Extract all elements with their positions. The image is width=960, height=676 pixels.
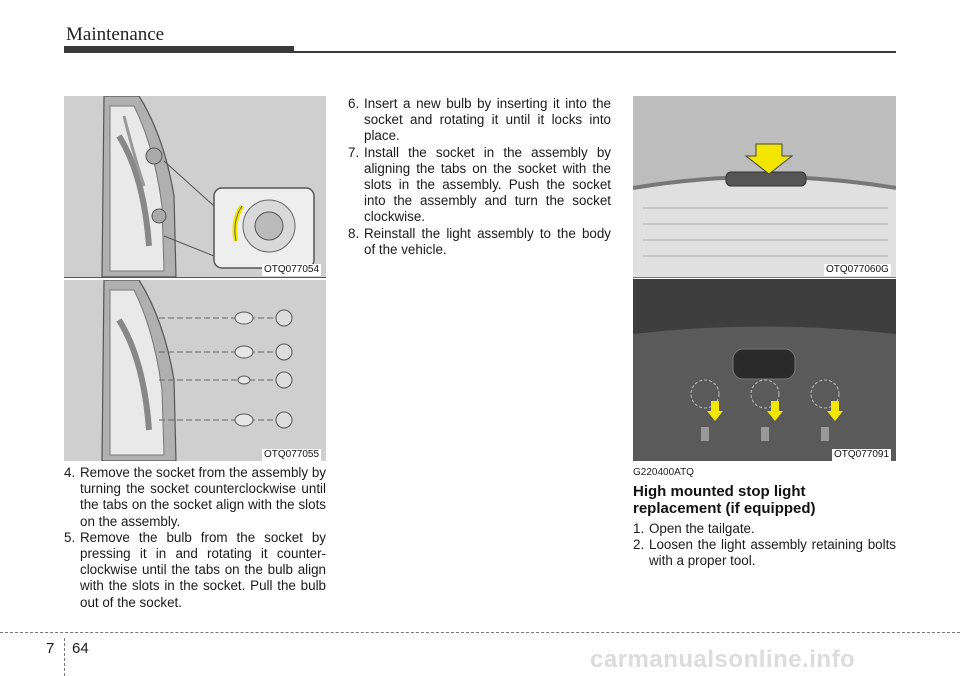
header-rule-thin	[64, 51, 896, 53]
list-item: 5. Remove the bulb from the socket by pressing it in and rotating it counter-clockwise until the tabs on the bulb align with the slots in the socket. Pull the bulb out of the socket.	[64, 529, 326, 610]
list-item: 2. Loosen the light assembly retaining bolts with a proper tool.	[633, 537, 896, 569]
footer-vertical-divider	[64, 638, 65, 676]
instruction-list-right	[633, 521, 896, 570]
figure-divider	[633, 277, 896, 278]
list-item: 1. Open the tailgate.	[633, 521, 755, 536]
instruction-list-middle	[348, 96, 611, 258]
section-heading: High mounted stop light replacement (if equipped)	[633, 483, 816, 517]
figure-label: OTQ077054	[264, 264, 320, 275]
footer-divider	[0, 632, 960, 633]
tail-light-bulbs-figure	[64, 280, 326, 461]
chapter-number: 7	[46, 640, 55, 657]
tail-light-socket-figure	[64, 96, 326, 277]
figure-label: OTQ077055	[264, 449, 320, 460]
figure-label: OTQ077091	[834, 449, 890, 460]
tailgate-stop-light-figure	[633, 96, 896, 278]
figure-divider	[64, 277, 326, 278]
list-item: 8. Reinstall the light assembly to the body of the vehicle.	[348, 225, 611, 257]
list-item: 6. Insert a new bulb by inserting it into the socket and rotating it until it locks into place.	[348, 96, 611, 144]
list-item: 7. Install the socket in the assembly by aligning the tabs on the socket with the slots in the assembly. Push the socket into the assembly and turn the socket clockwise.	[348, 144, 611, 225]
section-title: Maintenance	[66, 24, 165, 45]
watermark: carmanualsonline.info	[590, 646, 856, 673]
instruction-list-left	[64, 465, 326, 611]
list-item: 4. Remove the socket from the assembly by turning the socket counterclockwise until the tabs on the socket align with the slots on the assembly.	[64, 465, 326, 529]
section-code: G220400ATQ	[633, 467, 694, 478]
page-number: 64	[72, 640, 89, 657]
retaining-bolts-figure	[633, 279, 896, 461]
figure-label: OTQ077060G	[826, 264, 889, 275]
